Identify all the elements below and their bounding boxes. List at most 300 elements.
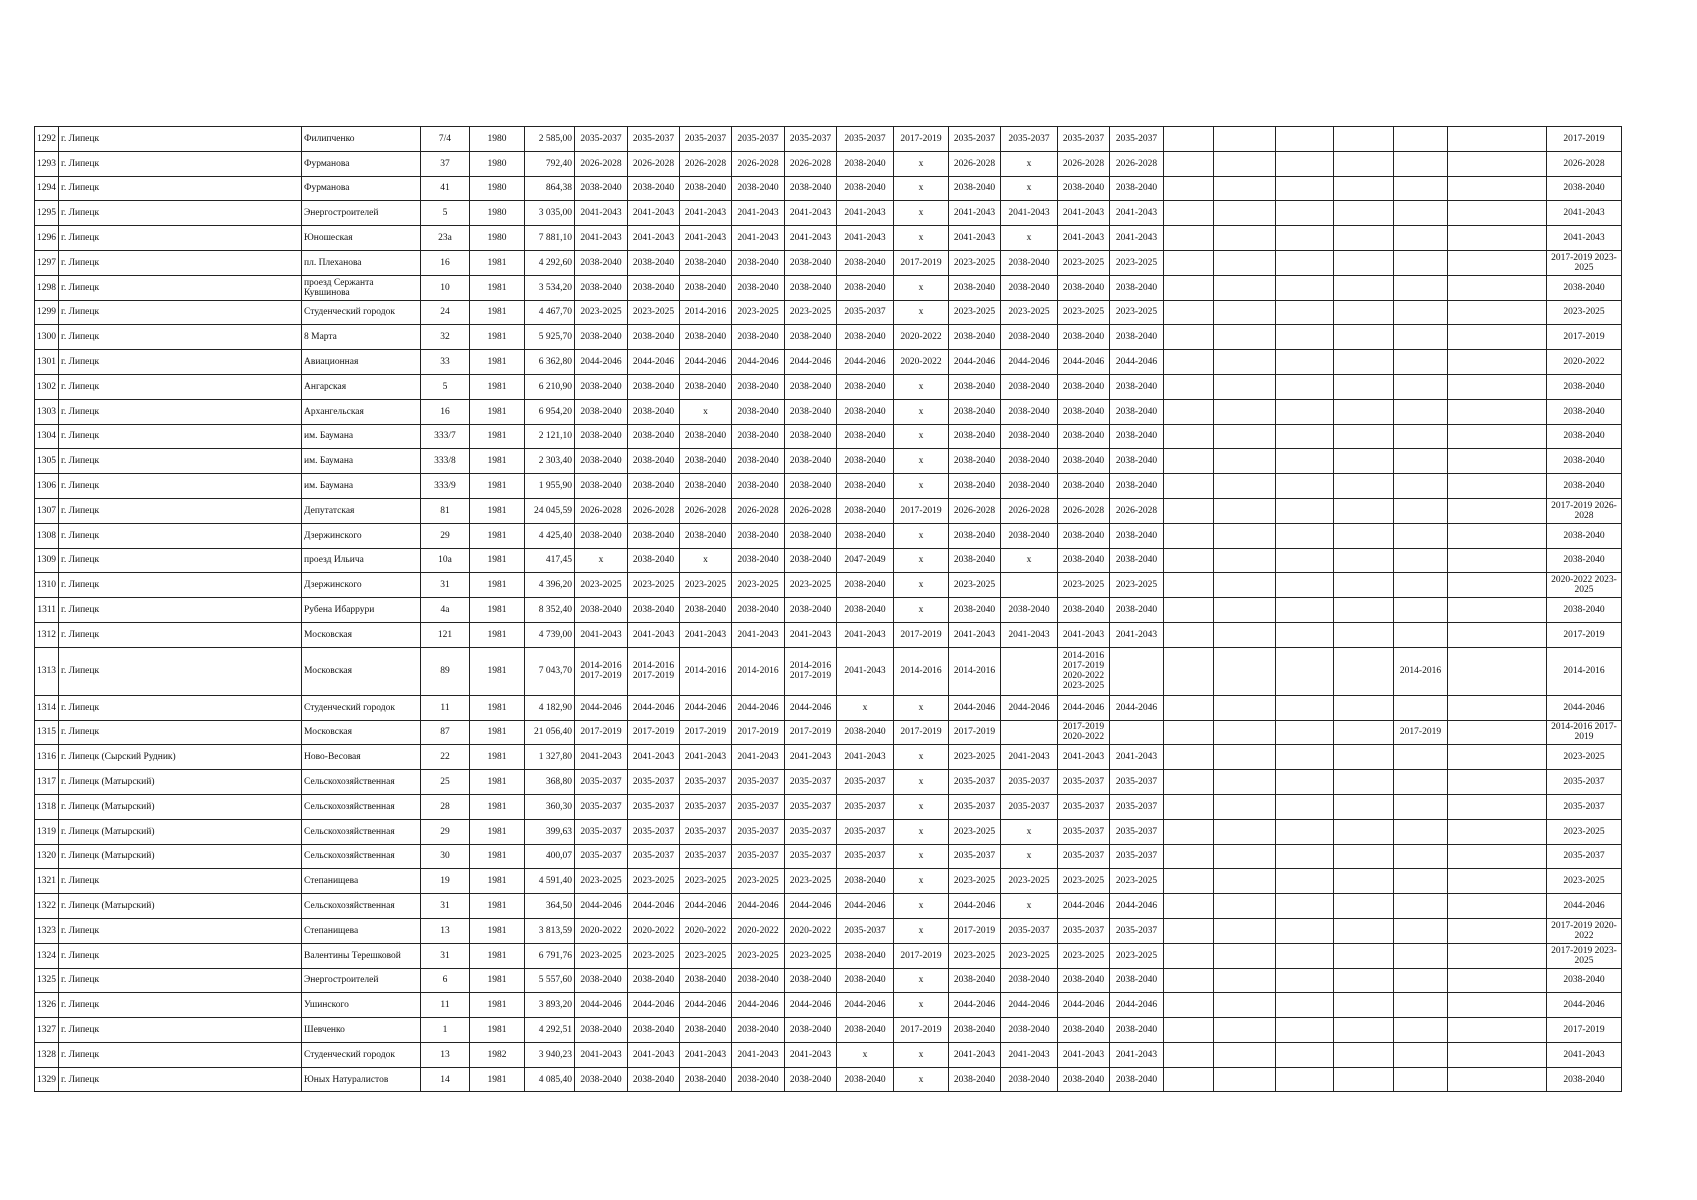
period-cell bbox=[1334, 498, 1394, 523]
period-cell: 2023-2025 bbox=[1058, 573, 1110, 598]
period-cell bbox=[1164, 350, 1214, 375]
period-cell bbox=[1164, 300, 1214, 325]
period-cell bbox=[1276, 844, 1334, 869]
period-cell bbox=[1448, 1042, 1547, 1067]
city-cell: г. Липецк (Матырский) bbox=[59, 819, 302, 844]
house-number-cell: 16 bbox=[421, 399, 470, 424]
area-cell: 864,38 bbox=[525, 176, 575, 201]
summary-period-cell: 2044-2046 bbox=[1547, 993, 1622, 1018]
period-cell bbox=[1276, 794, 1334, 819]
period-cell: 2044-2046 bbox=[1001, 350, 1058, 375]
period-cell: 2038-2040 bbox=[785, 449, 837, 474]
period-cell bbox=[1214, 647, 1276, 695]
period-cell: 2041-2043 bbox=[680, 201, 732, 226]
period-cell bbox=[1394, 622, 1448, 647]
period-cell: 2017-2019 bbox=[785, 720, 837, 745]
street-cell: Сельскохозяйственная bbox=[302, 844, 421, 869]
table-row bbox=[35, 695, 1622, 720]
city-cell: г. Липецк (Матырский) bbox=[59, 770, 302, 795]
period-cell: 2044-2046 bbox=[1058, 894, 1110, 919]
period-cell: 2035-2037 bbox=[1058, 127, 1110, 152]
year-built-cell: 1981 bbox=[470, 250, 525, 275]
period-cell bbox=[1448, 918, 1547, 943]
summary-period-cell: 2041-2043 bbox=[1547, 226, 1622, 251]
table-row bbox=[35, 1018, 1622, 1043]
period-cell bbox=[1164, 647, 1214, 695]
period-cell: x bbox=[1001, 894, 1058, 919]
period-cell: x bbox=[894, 819, 949, 844]
period-cell: 2038-2040 bbox=[1058, 325, 1110, 350]
table-row bbox=[35, 598, 1622, 623]
period-cell: 2023-2025 bbox=[949, 573, 1001, 598]
period-cell bbox=[1001, 573, 1058, 598]
period-cell: 2038-2040 bbox=[785, 374, 837, 399]
period-cell: 2038-2040 bbox=[732, 1067, 785, 1092]
period-cell bbox=[1276, 548, 1334, 573]
table-row bbox=[35, 300, 1622, 325]
period-cell bbox=[1394, 695, 1448, 720]
year-built-cell: 1980 bbox=[470, 226, 525, 251]
period-cell: 2017-2019 bbox=[894, 622, 949, 647]
period-cell: x bbox=[894, 275, 949, 300]
period-cell bbox=[1448, 1018, 1547, 1043]
period-cell: 2038-2040 bbox=[575, 1067, 628, 1092]
period-cell: 2038-2040 bbox=[785, 968, 837, 993]
city-cell: г. Липецк bbox=[59, 226, 302, 251]
street-cell: Авиационная bbox=[302, 350, 421, 375]
house-number-cell: 13 bbox=[421, 1042, 470, 1067]
period-cell bbox=[1214, 894, 1276, 919]
period-cell: 2038-2040 bbox=[680, 1018, 732, 1043]
period-cell: 2038-2040 bbox=[628, 250, 680, 275]
period-cell: 2041-2043 bbox=[732, 201, 785, 226]
period-cell bbox=[1276, 622, 1334, 647]
period-cell: 2038-2040 bbox=[680, 968, 732, 993]
row-number-cell: 1321 bbox=[35, 869, 59, 894]
period-cell: 2017-2019 bbox=[949, 720, 1001, 745]
area-cell: 4 739,00 bbox=[525, 622, 575, 647]
table-row bbox=[35, 869, 1622, 894]
house-number-cell: 5 bbox=[421, 201, 470, 226]
period-cell: x bbox=[894, 770, 949, 795]
period-cell: 2017-2019 bbox=[628, 720, 680, 745]
period-cell: 2038-2040 bbox=[949, 449, 1001, 474]
period-cell: 2038-2040 bbox=[575, 1018, 628, 1043]
period-cell: 2038-2040 bbox=[785, 523, 837, 548]
period-cell bbox=[1164, 894, 1214, 919]
period-cell bbox=[1214, 275, 1276, 300]
period-cell bbox=[1334, 794, 1394, 819]
street-cell: Юношеская bbox=[302, 226, 421, 251]
period-cell: 2035-2037 bbox=[680, 127, 732, 152]
period-cell: 2041-2043 bbox=[732, 622, 785, 647]
period-cell: 2041-2043 bbox=[949, 622, 1001, 647]
period-cell bbox=[1164, 869, 1214, 894]
period-cell bbox=[1448, 573, 1547, 598]
summary-period-cell: 2026-2028 bbox=[1547, 151, 1622, 176]
period-cell: 2020-2022 bbox=[575, 918, 628, 943]
period-cell: x bbox=[894, 918, 949, 943]
summary-period-cell: 2020-2022 2023-2025 bbox=[1547, 573, 1622, 598]
period-cell bbox=[1334, 770, 1394, 795]
row-number-cell: 1305 bbox=[35, 449, 59, 474]
period-cell bbox=[1334, 127, 1394, 152]
period-cell bbox=[1334, 350, 1394, 375]
city-cell: г. Липецк bbox=[59, 1042, 302, 1067]
year-built-cell: 1981 bbox=[470, 647, 525, 695]
area-cell: 4 467,70 bbox=[525, 300, 575, 325]
city-cell: г. Липецк bbox=[59, 622, 302, 647]
period-cell: x bbox=[837, 1042, 894, 1067]
period-cell bbox=[1164, 474, 1214, 499]
period-cell: 2044-2046 bbox=[1001, 993, 1058, 1018]
period-cell bbox=[1164, 498, 1214, 523]
period-cell bbox=[1164, 548, 1214, 573]
period-cell: 2038-2040 bbox=[1110, 449, 1164, 474]
house-number-cell: 6 bbox=[421, 968, 470, 993]
city-cell: г. Липецк bbox=[59, 598, 302, 623]
period-cell: 2026-2028 bbox=[1110, 151, 1164, 176]
row-number-cell: 1328 bbox=[35, 1042, 59, 1067]
street-cell: Ново-Весовая bbox=[302, 745, 421, 770]
period-cell: 2017-2019 bbox=[894, 720, 949, 745]
period-cell: 2038-2040 bbox=[1110, 176, 1164, 201]
period-cell: x bbox=[680, 548, 732, 573]
table-row bbox=[35, 844, 1622, 869]
period-cell: 2044-2046 bbox=[680, 894, 732, 919]
row-number-cell: 1307 bbox=[35, 498, 59, 523]
period-cell: 2044-2046 bbox=[680, 993, 732, 1018]
period-cell bbox=[1164, 399, 1214, 424]
period-cell bbox=[1334, 1042, 1394, 1067]
period-cell bbox=[1394, 745, 1448, 770]
city-cell: г. Липецк bbox=[59, 127, 302, 152]
period-cell: 2026-2028 bbox=[732, 151, 785, 176]
table-row bbox=[35, 127, 1622, 152]
period-cell: 2041-2043 bbox=[1110, 745, 1164, 770]
house-number-cell: 5 bbox=[421, 374, 470, 399]
period-cell: 2035-2037 bbox=[1110, 819, 1164, 844]
street-cell: Фурманова bbox=[302, 151, 421, 176]
period-cell bbox=[1448, 474, 1547, 499]
street-cell: Дзержинского bbox=[302, 573, 421, 598]
period-cell: 2038-2040 bbox=[837, 325, 894, 350]
summary-period-cell: 2038-2040 bbox=[1547, 1067, 1622, 1092]
area-cell: 4 292,51 bbox=[525, 1018, 575, 1043]
period-cell: x bbox=[894, 844, 949, 869]
year-built-cell: 1981 bbox=[470, 968, 525, 993]
period-cell: 2041-2043 bbox=[680, 745, 732, 770]
row-number-cell: 1302 bbox=[35, 374, 59, 399]
table-row bbox=[35, 275, 1622, 300]
summary-period-cell: 2038-2040 bbox=[1547, 968, 1622, 993]
period-cell: 2023-2025 bbox=[732, 943, 785, 968]
row-number-cell: 1315 bbox=[35, 720, 59, 745]
period-cell: 2041-2043 bbox=[1058, 201, 1110, 226]
period-cell: 2044-2046 bbox=[785, 695, 837, 720]
house-number-cell: 24 bbox=[421, 300, 470, 325]
period-cell: x bbox=[894, 226, 949, 251]
period-cell bbox=[1214, 300, 1276, 325]
summary-period-cell: 2035-2037 bbox=[1547, 794, 1622, 819]
period-cell: 2038-2040 bbox=[732, 424, 785, 449]
period-cell bbox=[1276, 1042, 1334, 1067]
period-cell: 2041-2043 bbox=[732, 226, 785, 251]
period-cell: x bbox=[894, 598, 949, 623]
period-cell: 2041-2043 bbox=[1001, 1042, 1058, 1067]
period-cell: 2038-2040 bbox=[837, 275, 894, 300]
period-cell: x bbox=[680, 399, 732, 424]
period-cell: 2044-2046 bbox=[949, 695, 1001, 720]
period-cell: 2038-2040 bbox=[785, 399, 837, 424]
period-cell: 2047-2049 bbox=[837, 548, 894, 573]
period-cell: 2038-2040 bbox=[680, 374, 732, 399]
period-cell: 2038-2040 bbox=[575, 474, 628, 499]
period-cell: 2038-2040 bbox=[680, 523, 732, 548]
city-cell: г. Липецк bbox=[59, 695, 302, 720]
summary-period-cell: 2017-2019 2026-2028 bbox=[1547, 498, 1622, 523]
period-cell: 2044-2046 bbox=[680, 350, 732, 375]
period-cell: 2041-2043 bbox=[785, 201, 837, 226]
period-cell: x bbox=[1001, 226, 1058, 251]
period-cell bbox=[1334, 622, 1394, 647]
period-cell: 2038-2040 bbox=[575, 275, 628, 300]
period-cell bbox=[1334, 720, 1394, 745]
period-cell: 2038-2040 bbox=[575, 968, 628, 993]
period-cell: 2017-2019 bbox=[894, 498, 949, 523]
table-row bbox=[35, 943, 1622, 968]
period-cell: 2038-2040 bbox=[628, 523, 680, 548]
period-cell: 2023-2025 bbox=[1110, 250, 1164, 275]
period-cell: 2026-2028 bbox=[785, 151, 837, 176]
period-cell: 2038-2040 bbox=[732, 598, 785, 623]
row-number-cell: 1297 bbox=[35, 250, 59, 275]
period-cell bbox=[1276, 226, 1334, 251]
period-cell: 2038-2040 bbox=[1058, 968, 1110, 993]
row-number-cell: 1316 bbox=[35, 745, 59, 770]
city-cell: г. Липецк bbox=[59, 943, 302, 968]
period-cell: 2035-2037 bbox=[785, 770, 837, 795]
period-cell bbox=[1164, 201, 1214, 226]
period-cell: 2017-2019 bbox=[894, 943, 949, 968]
house-number-cell: 10 bbox=[421, 275, 470, 300]
period-cell: 2020-2022 bbox=[894, 350, 949, 375]
street-cell: Студенческий городок bbox=[302, 300, 421, 325]
period-cell bbox=[1334, 151, 1394, 176]
period-cell: 2038-2040 bbox=[680, 1067, 732, 1092]
period-cell bbox=[1164, 127, 1214, 152]
period-cell: x bbox=[894, 993, 949, 1018]
period-cell: 2035-2037 bbox=[575, 770, 628, 795]
street-cell: Рубена Ибаррури bbox=[302, 598, 421, 623]
table-row bbox=[35, 226, 1622, 251]
period-cell bbox=[1276, 151, 1334, 176]
period-cell: 2026-2028 bbox=[785, 498, 837, 523]
period-cell: 2035-2037 bbox=[732, 770, 785, 795]
period-cell: 2038-2040 bbox=[1001, 1018, 1058, 1043]
period-cell: 2038-2040 bbox=[628, 275, 680, 300]
period-cell: 2035-2037 bbox=[680, 844, 732, 869]
period-cell: 2038-2040 bbox=[628, 474, 680, 499]
period-cell: 2014-2016 bbox=[680, 300, 732, 325]
year-built-cell: 1981 bbox=[470, 819, 525, 844]
period-cell: x bbox=[894, 424, 949, 449]
area-cell: 6 954,20 bbox=[525, 399, 575, 424]
period-cell bbox=[1448, 201, 1547, 226]
street-cell: Сельскохозяйственная bbox=[302, 794, 421, 819]
period-cell: 2038-2040 bbox=[785, 250, 837, 275]
period-cell bbox=[1394, 498, 1448, 523]
summary-period-cell: 2014-2016 2017-2019 bbox=[1547, 720, 1622, 745]
period-cell: 2038-2040 bbox=[949, 474, 1001, 499]
house-number-cell: 32 bbox=[421, 325, 470, 350]
row-number-cell: 1323 bbox=[35, 918, 59, 943]
period-cell bbox=[1276, 647, 1334, 695]
summary-period-cell: 2038-2040 bbox=[1547, 548, 1622, 573]
year-built-cell: 1981 bbox=[470, 350, 525, 375]
period-cell: 2038-2040 bbox=[1001, 250, 1058, 275]
period-cell bbox=[1334, 176, 1394, 201]
period-cell: 2038-2040 bbox=[785, 325, 837, 350]
area-cell: 4 425,40 bbox=[525, 523, 575, 548]
table-row bbox=[35, 523, 1622, 548]
period-cell: 2041-2043 bbox=[575, 201, 628, 226]
period-cell: 2038-2040 bbox=[575, 325, 628, 350]
year-built-cell: 1981 bbox=[470, 523, 525, 548]
period-cell: 2035-2037 bbox=[1058, 819, 1110, 844]
period-cell: x bbox=[894, 523, 949, 548]
year-built-cell: 1981 bbox=[470, 449, 525, 474]
street-cell: Московская bbox=[302, 622, 421, 647]
period-cell: 2038-2040 bbox=[732, 374, 785, 399]
period-cell bbox=[1276, 1067, 1334, 1092]
year-built-cell: 1981 bbox=[470, 918, 525, 943]
period-cell bbox=[1334, 523, 1394, 548]
area-cell: 7 881,10 bbox=[525, 226, 575, 251]
period-cell: 2038-2040 bbox=[837, 1018, 894, 1043]
street-cell: Сельскохозяйственная bbox=[302, 894, 421, 919]
period-cell bbox=[1276, 819, 1334, 844]
period-cell: 2041-2043 bbox=[785, 622, 837, 647]
table-row bbox=[35, 819, 1622, 844]
period-cell bbox=[1164, 745, 1214, 770]
period-cell: 2035-2037 bbox=[1110, 844, 1164, 869]
period-cell bbox=[1110, 647, 1164, 695]
street-cell: Шевченко bbox=[302, 1018, 421, 1043]
table-row bbox=[35, 325, 1622, 350]
city-cell: г. Липецк bbox=[59, 449, 302, 474]
period-cell: x bbox=[894, 695, 949, 720]
table-row bbox=[35, 968, 1622, 993]
row-number-cell: 1325 bbox=[35, 968, 59, 993]
period-cell bbox=[1448, 794, 1547, 819]
period-cell bbox=[1394, 449, 1448, 474]
period-cell: x bbox=[894, 399, 949, 424]
period-cell bbox=[1394, 1067, 1448, 1092]
period-cell bbox=[1276, 918, 1334, 943]
area-cell: 364,50 bbox=[525, 894, 575, 919]
table-row bbox=[35, 894, 1622, 919]
period-cell: 2038-2040 bbox=[732, 968, 785, 993]
city-cell: г. Липецк bbox=[59, 720, 302, 745]
period-cell: 2038-2040 bbox=[837, 720, 894, 745]
period-cell bbox=[1448, 176, 1547, 201]
period-cell bbox=[1394, 1042, 1448, 1067]
period-cell: 2035-2037 bbox=[785, 819, 837, 844]
row-number-cell: 1295 bbox=[35, 201, 59, 226]
table-row bbox=[35, 374, 1622, 399]
period-cell bbox=[1276, 720, 1334, 745]
period-cell bbox=[1448, 745, 1547, 770]
period-cell: 2038-2040 bbox=[1001, 1067, 1058, 1092]
period-cell: 2035-2037 bbox=[628, 819, 680, 844]
period-cell: 2038-2040 bbox=[1058, 1067, 1110, 1092]
period-cell: 2038-2040 bbox=[628, 1067, 680, 1092]
city-cell: г. Липецк bbox=[59, 250, 302, 275]
house-number-cell: 11 bbox=[421, 695, 470, 720]
period-cell: 2041-2043 bbox=[732, 1042, 785, 1067]
period-cell: 2038-2040 bbox=[1110, 548, 1164, 573]
period-cell: 2023-2025 bbox=[575, 943, 628, 968]
period-cell bbox=[1214, 399, 1276, 424]
period-cell: 2041-2043 bbox=[680, 622, 732, 647]
period-cell bbox=[1394, 151, 1448, 176]
period-cell: 2041-2043 bbox=[837, 647, 894, 695]
period-cell bbox=[1394, 226, 1448, 251]
period-cell: 2038-2040 bbox=[837, 573, 894, 598]
period-cell: 2035-2037 bbox=[628, 794, 680, 819]
period-cell: 2041-2043 bbox=[837, 201, 894, 226]
period-cell bbox=[1164, 275, 1214, 300]
period-cell: 2035-2037 bbox=[732, 794, 785, 819]
year-built-cell: 1981 bbox=[470, 844, 525, 869]
period-cell: 2038-2040 bbox=[1001, 374, 1058, 399]
period-cell: 2041-2043 bbox=[1110, 226, 1164, 251]
period-cell: 2038-2040 bbox=[732, 1018, 785, 1043]
summary-period-cell: 2041-2043 bbox=[1547, 201, 1622, 226]
period-cell bbox=[1448, 968, 1547, 993]
period-cell bbox=[1276, 325, 1334, 350]
period-cell bbox=[1214, 598, 1276, 623]
period-cell: 2038-2040 bbox=[680, 325, 732, 350]
house-number-cell: 31 bbox=[421, 894, 470, 919]
period-cell bbox=[1334, 819, 1394, 844]
period-cell bbox=[1334, 695, 1394, 720]
period-cell: 2038-2040 bbox=[1110, 968, 1164, 993]
period-cell: 2038-2040 bbox=[949, 325, 1001, 350]
period-cell: 2038-2040 bbox=[1001, 424, 1058, 449]
period-cell bbox=[1394, 1018, 1448, 1043]
period-cell: 2038-2040 bbox=[680, 250, 732, 275]
period-cell: 2038-2040 bbox=[575, 250, 628, 275]
area-cell: 4 085,40 bbox=[525, 1067, 575, 1092]
period-cell bbox=[1164, 250, 1214, 275]
period-cell: 2041-2043 bbox=[1110, 201, 1164, 226]
period-cell bbox=[1214, 1018, 1276, 1043]
period-cell: 2026-2028 bbox=[949, 151, 1001, 176]
period-cell: 2038-2040 bbox=[1001, 474, 1058, 499]
period-cell: 2041-2043 bbox=[1001, 745, 1058, 770]
house-number-cell: 81 bbox=[421, 498, 470, 523]
period-cell bbox=[1448, 399, 1547, 424]
year-built-cell: 1981 bbox=[470, 275, 525, 300]
period-cell: 2014-2016 2017-2019 bbox=[575, 647, 628, 695]
street-cell: Московская bbox=[302, 720, 421, 745]
period-cell: 2038-2040 bbox=[837, 943, 894, 968]
period-cell bbox=[1334, 869, 1394, 894]
house-number-cell: 16 bbox=[421, 250, 470, 275]
period-cell: 2041-2043 bbox=[837, 745, 894, 770]
